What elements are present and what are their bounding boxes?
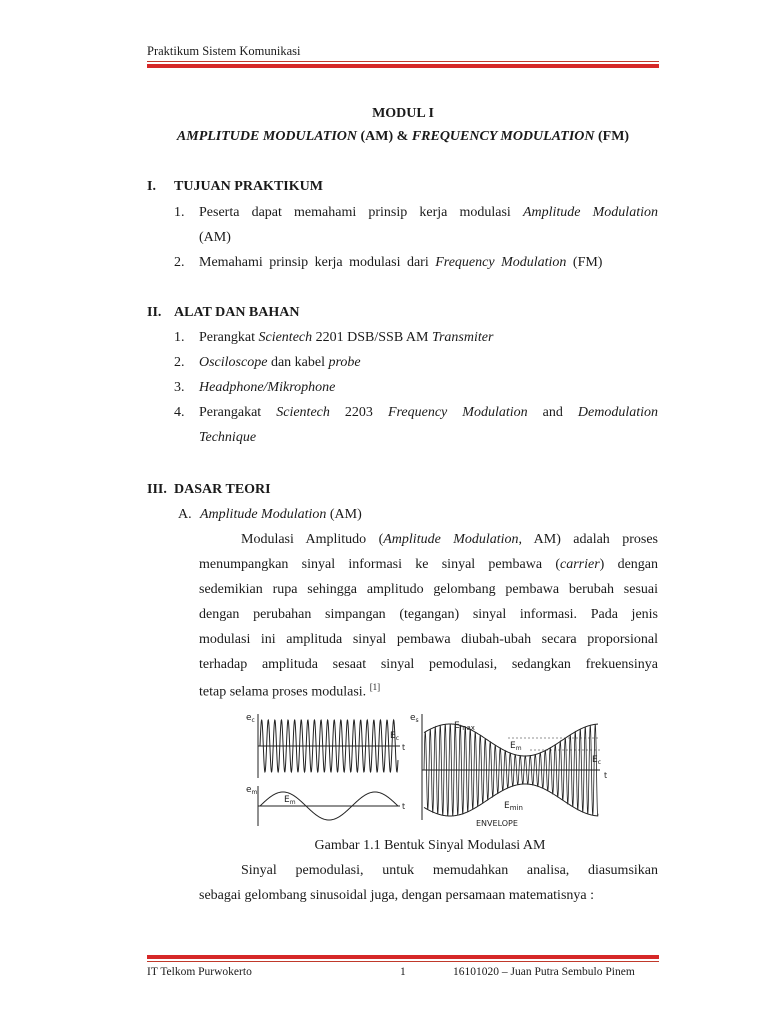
title-fm-abbr: (FM) xyxy=(597,129,630,144)
envelope-label: ENVELOPE xyxy=(476,819,518,828)
title-am: AMPLITUDE MODULATION xyxy=(176,129,357,144)
modulating-wave-plot xyxy=(246,785,405,826)
footer-author: 16101020 – Juan Putra Sembulo Pinem xyxy=(453,966,635,978)
footer-institution: IT Telkom Purwokerto xyxy=(147,966,252,978)
module-number: MODUL I xyxy=(372,106,434,121)
subsection-letter: A. xyxy=(178,507,192,522)
list-item-continuation: Technique xyxy=(199,430,257,445)
modulating-axis-label: $e_m$ xyxy=(246,785,258,796)
paragraph-line: dengan perubahan simpangan (tegangan) sinyal informasi. Pada jenis xyxy=(199,607,658,622)
list-item: Perangakat Scientech 2203 Frequency Modulation and Demodulation xyxy=(199,405,659,420)
time-axis-label: t xyxy=(402,743,406,752)
modulating-amplitude-label: $E_m$ xyxy=(284,795,296,806)
emin-label: $E_{min}$ xyxy=(504,801,523,812)
paragraph-line: tetap selama proses modulasi. [1] xyxy=(199,682,381,700)
emax-label: $E_{max}$ xyxy=(454,721,475,732)
list-item: Perangkat Scientech 2201 DSB/SSB AM Transmiter xyxy=(199,330,494,345)
ec-label: $E_c$ xyxy=(592,755,601,766)
title-am-abbr: (AM) & xyxy=(360,129,409,144)
citation-ref: [1] xyxy=(369,682,381,692)
list-item-number: 2. xyxy=(174,355,185,370)
module-title xyxy=(147,129,659,145)
running-header: Praktikum Sistem Komunikasi xyxy=(147,44,301,58)
time-axis-label: t xyxy=(604,771,608,780)
list-item-number: 3. xyxy=(174,380,185,395)
section-1-number: I. xyxy=(147,179,156,194)
section-2-heading: ALAT DAN BAHAN xyxy=(174,305,300,320)
section-1-heading: TUJUAN PRAKTIKUM xyxy=(174,179,323,194)
paragraph-line: sebagai gelombang sinusoidal juga, dengan persamaan matematisnya : xyxy=(199,888,594,903)
em-label: $E_m$ xyxy=(510,741,522,752)
paragraph-line: Modulasi Amplitudo (Amplitude Modulation, AM) adalah proses xyxy=(241,532,658,547)
title-fm: FREQUENCY MODULATION xyxy=(411,129,595,144)
paragraph-line: Sinyal pemodulasi, untuk memudahkan analisa, diasumsikan xyxy=(241,863,658,878)
list-item: Memahami prinsip kerja modulasi dari Frequency Modulation (FM) xyxy=(199,255,603,270)
list-item: Headphone/Mikrophone xyxy=(199,380,336,395)
carrier-axis-label: $e_c$ xyxy=(246,713,255,724)
footer-rule-thick xyxy=(147,955,659,959)
list-item-number: 1. xyxy=(174,330,185,345)
paragraph-line: terhadap amplituda sesaat sinyal pemodulasi, sedangkan frekuensinya xyxy=(199,657,658,672)
paragraph-line: sedemikian rupa sehingga amplitudo gelombang pembawa berubah sesuai xyxy=(199,582,658,597)
header-rule-thick xyxy=(147,64,659,68)
paragraph-line: menumpangkan sinyal informasi ke sinyal pembawa (carrier) dengan xyxy=(199,557,658,572)
carrier-amplitude-label: $E_c$ xyxy=(390,731,399,742)
section-3-number: III. xyxy=(147,482,167,497)
subsection-title: Amplitude Modulation (AM) xyxy=(200,507,362,522)
list-item: Osciloscope dan kabel probe xyxy=(199,355,361,370)
carrier-wave-plot xyxy=(246,713,405,778)
list-item-number: 4. xyxy=(174,405,185,420)
section-3-heading: DASAR TEORI xyxy=(174,482,271,497)
list-item: Peserta dapat memahami prinsip kerja modulasi Amplitude Modulation xyxy=(199,205,658,220)
am-signal-figure xyxy=(240,708,620,832)
footer-rule-thin xyxy=(147,961,659,962)
header-rule-thin xyxy=(147,61,659,62)
paragraph-line: modulasi ini amplituda sinyal pembawa diubah-ubah secara proporsional xyxy=(199,632,658,647)
am-axis-label: $e_s$ xyxy=(410,713,419,724)
list-item-number: 2. xyxy=(174,255,185,270)
section-2-number: II. xyxy=(147,305,162,320)
list-item-continuation: (AM) xyxy=(199,230,231,245)
figure-caption: Gambar 1.1 Bentuk Sinyal Modulasi AM xyxy=(314,838,546,853)
page-number: 1 xyxy=(400,966,406,978)
am-wave-plot xyxy=(410,713,607,828)
list-item-number: 1. xyxy=(174,205,185,220)
time-axis-label: t xyxy=(402,802,406,811)
